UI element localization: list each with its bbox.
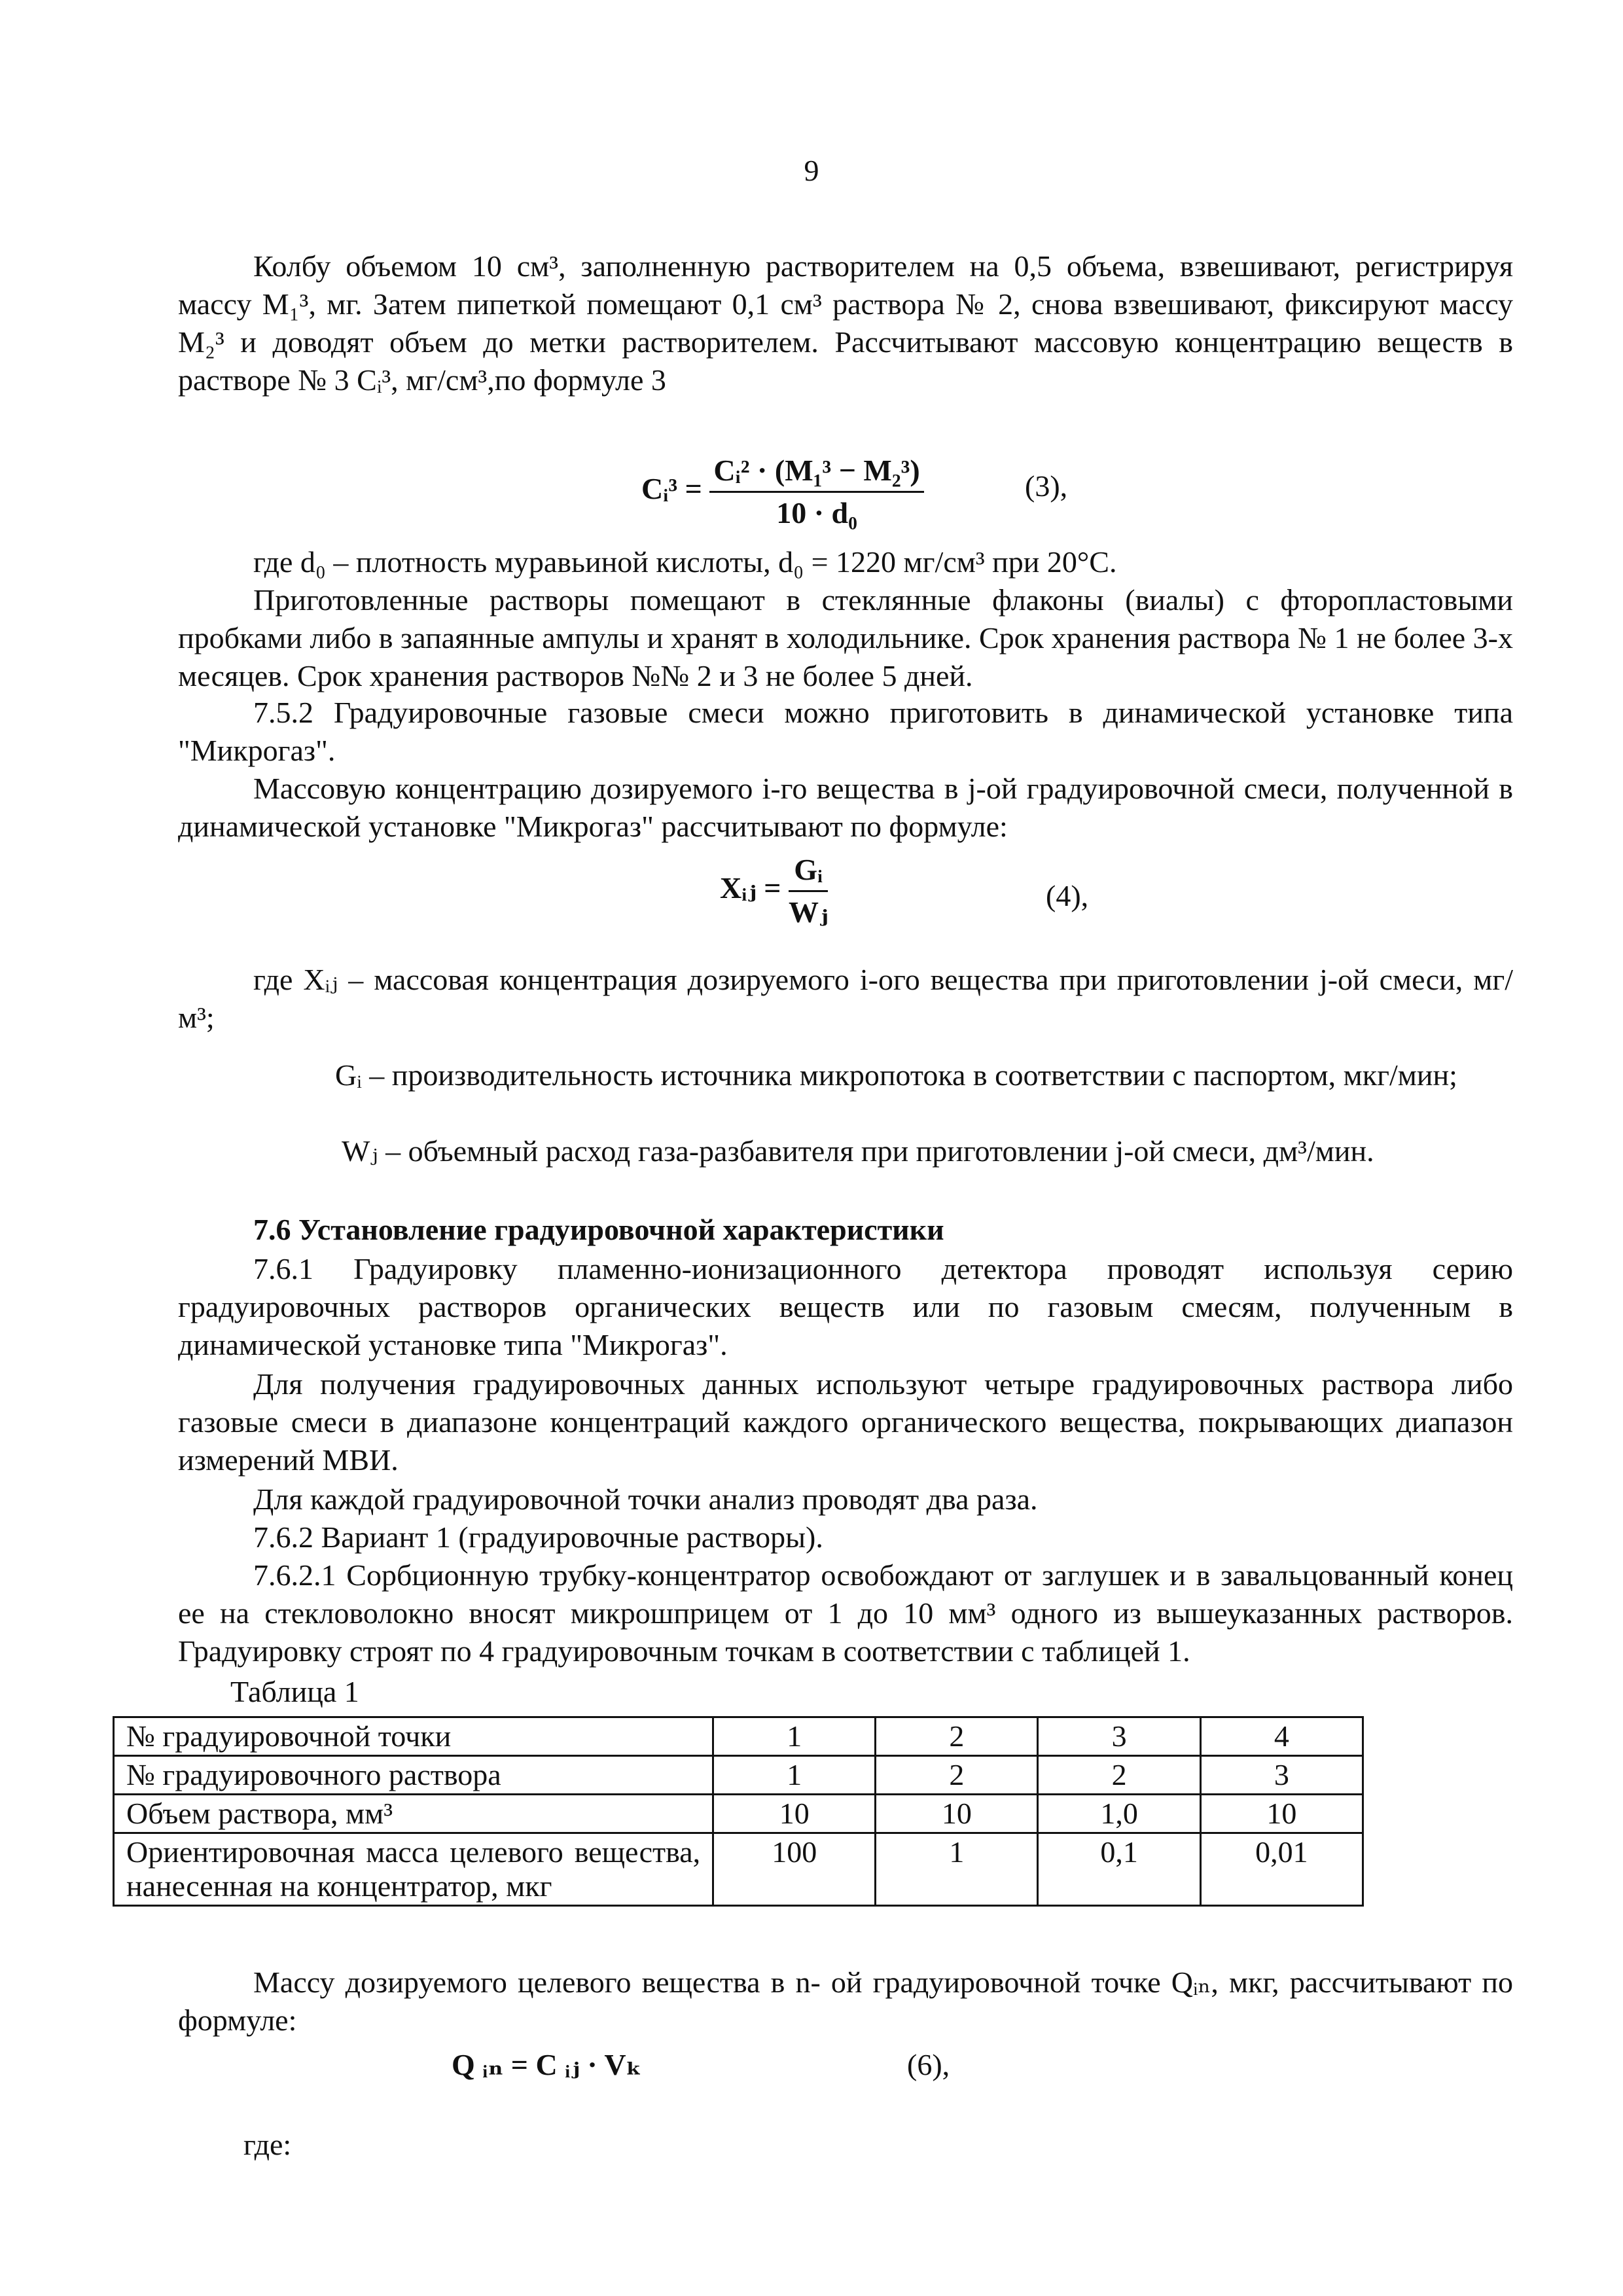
paragraph-mass-concentration: Массовую концентрацию дозируемого i-го вещества в j-ой градуировочной смеси, полученной в динамической установке "Микрогаз" рассчитывают по формуле: [178, 772, 1513, 843]
table-caption: Таблица 1 [230, 1675, 359, 1708]
calibration-table [113, 1716, 1364, 1907]
page-number: 9 [804, 154, 819, 187]
table-row [114, 1756, 1363, 1795]
paragraph-twice: Для каждой градуировочной точки анализ проводят два раза. [253, 1482, 1038, 1516]
table-cell: 4 [1200, 1717, 1363, 1756]
heading-7-6: 7.6 Установление градуировочной характеристики [253, 1213, 944, 1246]
table-cell: 1 [713, 1756, 876, 1795]
table-row-label: Объем раствора, мм³ [114, 1795, 713, 1833]
table-cell: 1,0 [1038, 1795, 1200, 1833]
table-cell: 10 [876, 1795, 1038, 1833]
table-row [114, 1717, 1363, 1756]
table-cell: 2 [876, 1756, 1038, 1795]
table-cell: 100 [713, 1833, 876, 1906]
paragraph-7-6-1: 7.6.1 Градуировку пламенно-ионизационного детектора проводят используя серию градуировочных растворов органических веществ или по газовым смесям, полученным в динамической установке типа "Микрогаз". [178, 1252, 1513, 1361]
paragraph-7-6-2-1: 7.6.2.1 Сорбционную трубку-концентратор освобождают от заглушек и в завальцованный конец ее на стекловолокно вносят микрошприцем от 1 до 10 мм³ одного из вышеуказанных растворов. Градуировку строят по 4 градуировочным точкам в соответствии с таблицей 1. [178, 1558, 1513, 1668]
formula-4-numerator: Gᵢ [789, 851, 828, 892]
formula-3-denominator: 10 · d₀ [776, 496, 857, 529]
formula-4-fraction [789, 851, 828, 931]
table-row-label: № градуировочного раствора [114, 1756, 713, 1795]
paragraph-density: где d₀ – плотность муравьиной кислоты, d₀ = 1220 мг/см³ при 20°С. [253, 545, 1117, 579]
paragraph-q-in: Массу дозируемого целевого вещества в n- ой градуировочной точке Qᵢₙ, мкг, рассчитывают по формуле: [178, 1965, 1513, 2037]
formula-3-number: (3), [1025, 469, 1068, 503]
formula-3-fraction [709, 452, 923, 532]
definition-g: Gᵢ – производительность источника микропотока в соответствии с паспортом, мкг/мин; [335, 1058, 1457, 1092]
formula-4-lhs: Xᵢⱼ = [720, 871, 781, 905]
paragraph-flask: Колбу объемом 10 см³, заполненную растворителем на 0,5 объема, взвешивают, регистрируя массу M₁³, мг. Затем пипеткой помещают 0,1 см³ раствора № 2, снова взвешивают, фиксируют массу M₂³ и доводят объем до метки растворителем. Рассчитывают массовую концентрацию веществ в растворе № 3 Cᵢ³, мг/см³,по формуле 3 [178, 249, 1513, 397]
formula-3-lhs: Cᵢ³ = [641, 472, 702, 506]
formula-4-number: (4), [1046, 879, 1089, 912]
paragraph-7-6-2: 7.6.2 Вариант 1 (градуировочные растворы). [253, 1520, 823, 1554]
table-cell: 2 [876, 1717, 1038, 1756]
table-cell: 0,01 [1200, 1833, 1363, 1906]
formula-3 [641, 452, 924, 532]
formula-3-numerator: Cᵢ² · (M₁³ − M₂³) [709, 452, 923, 493]
table-cell: 0,1 [1038, 1833, 1200, 1906]
table-cell: 2 [1038, 1756, 1200, 1795]
formula-4-denominator: Wⱼ [789, 895, 829, 929]
table-row-label: № градуировочной точки [114, 1717, 713, 1756]
where-label: где: [243, 2128, 292, 2161]
table-cell: 1 [713, 1717, 876, 1756]
table-cell: 3 [1038, 1717, 1200, 1756]
table-row [114, 1795, 1363, 1833]
table-row-label: Ориентировочная масса целевого вещества, нанесенная на концентратор, мкг [114, 1833, 713, 1906]
table-row [114, 1833, 1363, 1906]
table-cell: 10 [1200, 1795, 1363, 1833]
table-cell: 1 [876, 1833, 1038, 1906]
paragraph-storage: Приготовленные растворы помещают в стеклянные флаконы (виалы) с фторопластовыми пробками либо в запаянные ампулы и хранят в холодильнике. Срок хранения раствора № 1 не более 3-х месяцев. Срок хранения растворов №№ 2 и 3 не более 5 дней. [178, 583, 1513, 692]
table-cell: 3 [1200, 1756, 1363, 1795]
formula-4 [720, 851, 828, 931]
definition-w: Wⱼ – объемный расход газа-разбавителя при приготовлении j-ой смеси, дм³/мин. [342, 1134, 1374, 1168]
paragraph-four-solutions: Для получения градуировочных данных используют четыре градуировочных раствора либо газовые смеси в диапазоне концентраций каждого органического вещества, покрывающих диапазон измерений МВИ. [178, 1367, 1513, 1477]
table-cell: 10 [713, 1795, 876, 1833]
formula-6-number: (6), [907, 2048, 950, 2081]
paragraph-7-5-2: 7.5.2 Градуировочные газовые смеси можно приготовить в динамической установке типа "Микрогаз". [178, 696, 1513, 767]
formula-6: Q ᵢₙ = C ᵢⱼ · Vₖ [452, 2048, 642, 2081]
definition-x: где Xᵢⱼ – массовая концентрация дозируемого i-ого вещества при приготовлении j-ой смеси, мг/м³; [178, 963, 1513, 1034]
